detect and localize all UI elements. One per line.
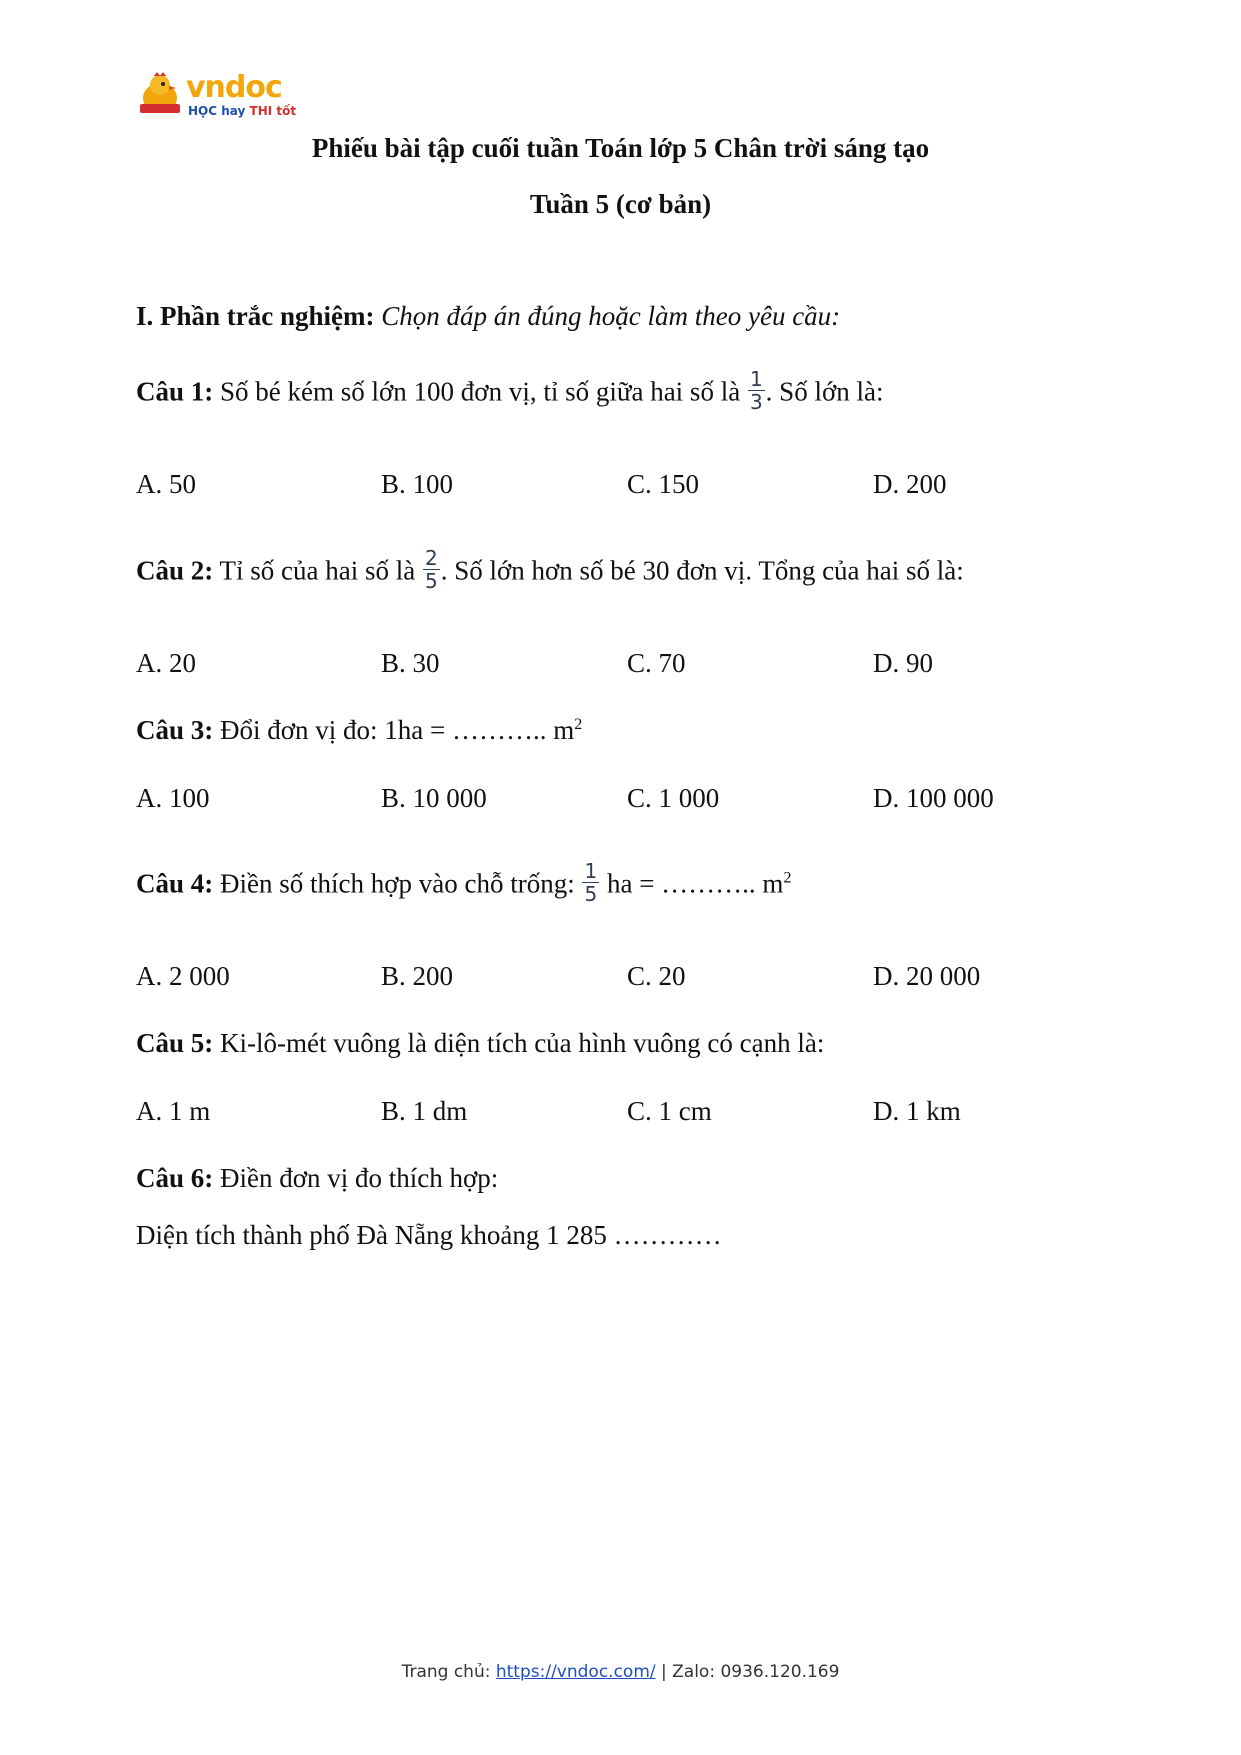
mascot-icon [136, 72, 184, 118]
worksheet-title: Phiếu bài tập cuối tuần Toán lớp 5 Chân trời sáng tạo [311, 133, 930, 163]
fraction-2-5: $\frac{2}{5}$ [424, 546, 438, 593]
q3-option-c[interactable]: C. 1 000 [627, 783, 720, 813]
q5-option-b[interactable]: B. 1 dm [381, 1096, 468, 1126]
question-6: Câu 6: Điền đơn vị đo thích hợp: [136, 1163, 499, 1193]
worksheet-subtitle: Tuần 5 (cơ bản) [529, 189, 712, 219]
q4-option-d[interactable]: D. 20 000 [873, 961, 981, 991]
question-2: Câu 2: Tỉ số của hai số là $\frac{2}{5}$ . Số lớn hơn số bé 30 đơn vị. Tổng của hai số là: [136, 546, 964, 593]
q1-option-d[interactable]: D. 200 [873, 469, 947, 499]
q3-option-b[interactable]: B. 10 000 [381, 783, 487, 813]
q2-option-c[interactable]: C. 70 [627, 648, 686, 678]
q4-option-c[interactable]: C. 20 [627, 961, 686, 991]
q3-option-d[interactable]: D. 100 000 [873, 783, 994, 813]
q2-option-b[interactable]: B. 30 [381, 648, 440, 678]
q1-option-c[interactable]: C. 150 [627, 469, 700, 499]
q5-option-d[interactable]: D. 1 km [873, 1096, 961, 1126]
homepage-link[interactable]: https://vndoc.com/ [495, 1662, 656, 1682]
question-6-fill-in: Diện tích thành phố Đà Nẵng khoảng 1 285 ………… [136, 1220, 722, 1250]
q2-option-d[interactable]: D. 90 [873, 648, 933, 678]
q4-option-b[interactable]: B. 200 [381, 961, 454, 991]
q2-option-a[interactable]: A. 20 [136, 648, 196, 678]
page-footer: Trang chủ: https://vndoc.com/ | Zalo: 0936.120.169 [401, 1662, 840, 1682]
section-heading: I. Phần trắc nghiệm: Chọn đáp án đúng hoặc làm theo yêu cầu: [136, 301, 841, 331]
q5-option-c[interactable]: C. 1 cm [627, 1096, 712, 1126]
logo-wordmark: vndoc [186, 70, 282, 105]
vndoc-logo [136, 70, 296, 126]
fraction-1-5: $\frac{1}{5}$ [584, 859, 598, 906]
question-5: Câu 5: Ki-lô-mét vuông là diện tích của hình vuông có cạnh là: [136, 1028, 825, 1058]
logo-slogan: HỌC hay THI tốt [188, 104, 297, 118]
q5-option-a[interactable]: A. 1 m [136, 1096, 211, 1126]
question-4: Câu 4: Điền số thích hợp vào chỗ trống: $\frac{1}{5}$ ha = ……….. $m^2$ [136, 859, 792, 906]
q1-option-a[interactable]: A. 50 [136, 469, 196, 499]
q1-option-b[interactable]: B. 100 [381, 469, 454, 499]
question-1: Câu 1: Số bé kém số lớn 100 đơn vị, tỉ số giữa hai số là $\frac{1}{3}$ . Số lớn là: [136, 367, 884, 414]
question-3: Câu 3: Đổi đơn vị đo: 1ha = ……….. $m^2$ [136, 715, 583, 745]
fraction-1-3: $\frac{1}{3}$ [749, 367, 763, 414]
q3-option-a[interactable]: A. 100 [136, 783, 210, 813]
q4-option-a[interactable]: A. 2 000 [136, 961, 230, 991]
